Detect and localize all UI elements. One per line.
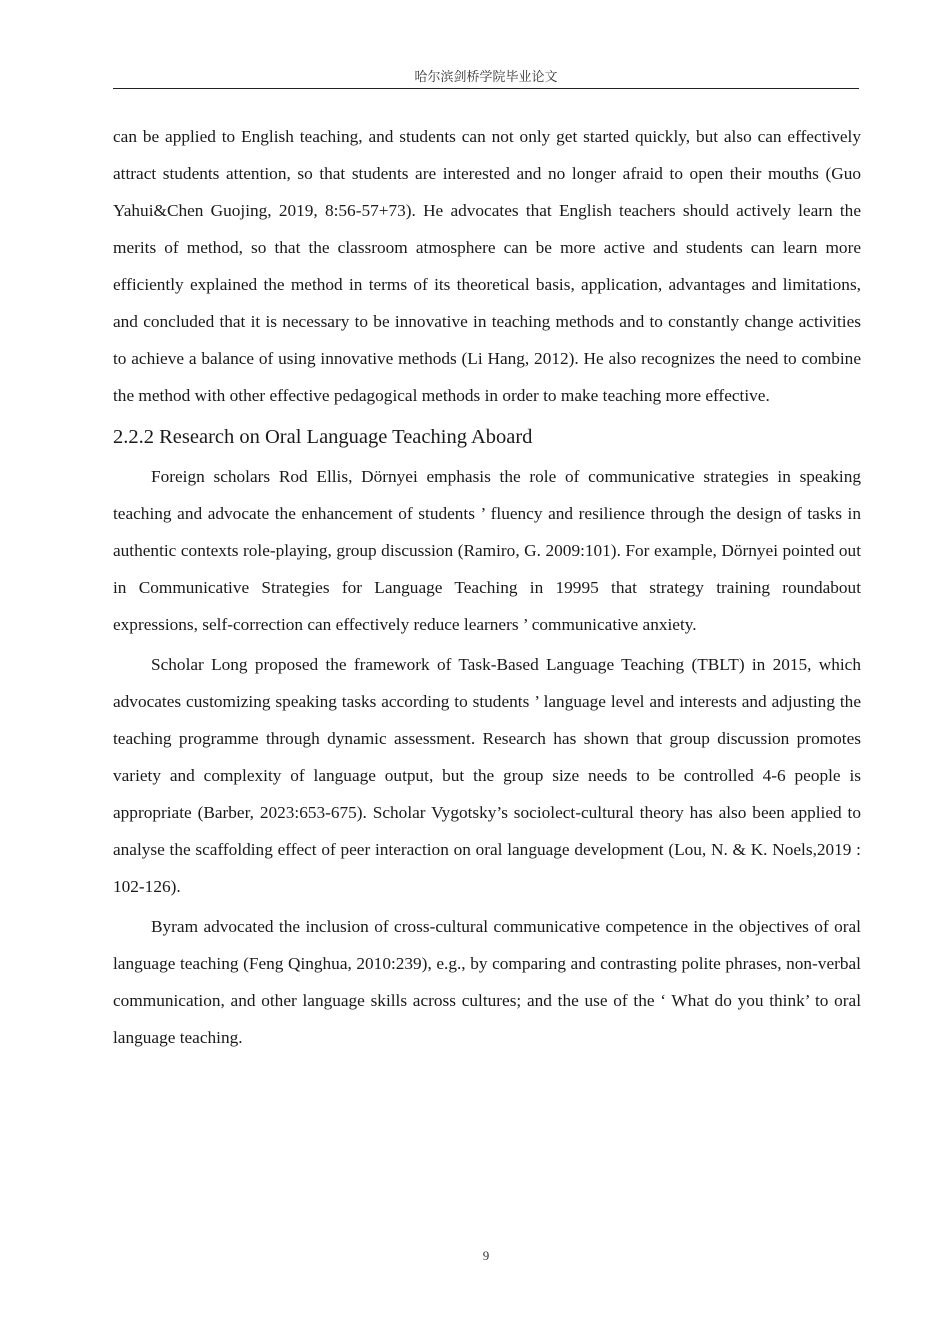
paragraph-foreign-scholars: Foreign scholars Rod Ellis, Dörnyei emphasis the role of communicative strategies in speaking teaching and advocate the enhancement of students ’ fluency and resilience through the design of tasks in authentic contexts role-playing, group discussion (Ramiro, G. 2009:101). For example, Dörnyei pointed out in Communicative Strategies for Language Teaching in 19995 that strategy training roundabout expressions, self-correction can effectively reduce learners ’ communicative anxiety. <box>113 467 861 634</box>
header-divider <box>113 88 859 89</box>
page-header: 哈尔滨剑桥学院毕业论文 <box>414 70 558 85</box>
page-number: 9 <box>482 1248 490 1263</box>
paragraph-tblt: Scholar Long proposed the framework of Task-Based Language Teaching (TBLT) in 2015, which advocates customizing speaking tasks according to students ’ language level and interests and adjusting the teaching programme through dynamic assessment. Research has shown that group discussion promotes variety and complexity of language output, but the group size needs to be controlled 4-6 people is appropriate (Barber, 2023:653-675). Scholar Vygotsky’s sociolect-cultural theory has also been applied to analyse the scaffolding effect of peer interaction on oral language development (Lou, N. & K. Noels,2019 : 102-126). <box>113 655 861 896</box>
paragraph-continuation: can be applied to English teaching, and students can not only get started quickly, but also can effectively attract students attention, so that students are interested and no longer afraid to open their mouths (Guo Yahui&Chen Guojing, 2019, 8:56-57+73). He advocates that English teachers should actively learn the merits of method, so that the classroom atmosphere can be more active and students can learn more efficiently explained the method in terms of its theoretical basis, application, advantages and limitations, and concluded that it is necessary to be innovative in teaching methods and to constantly change activities to achieve a balance of using innovative methods (Li Hang, 2012). He also recognizes the need to combine the method with other effective pedagogical methods in order to make teaching more effective. <box>113 127 861 405</box>
document-body <box>113 118 861 1056</box>
paragraph-byram: Byram advocated the inclusion of cross-cultural communicative competence in the objectives of oral language teaching (Feng Qinghua, 2010:239), e.g., by comparing and contrasting polite phrases, non-verbal communication, and other language skills across cultures; and the use of the ‘ What do you think’ to oral language teaching. <box>113 917 861 1047</box>
section-heading: 2.2.2 Research on Oral Language Teaching Aboard <box>113 426 533 448</box>
